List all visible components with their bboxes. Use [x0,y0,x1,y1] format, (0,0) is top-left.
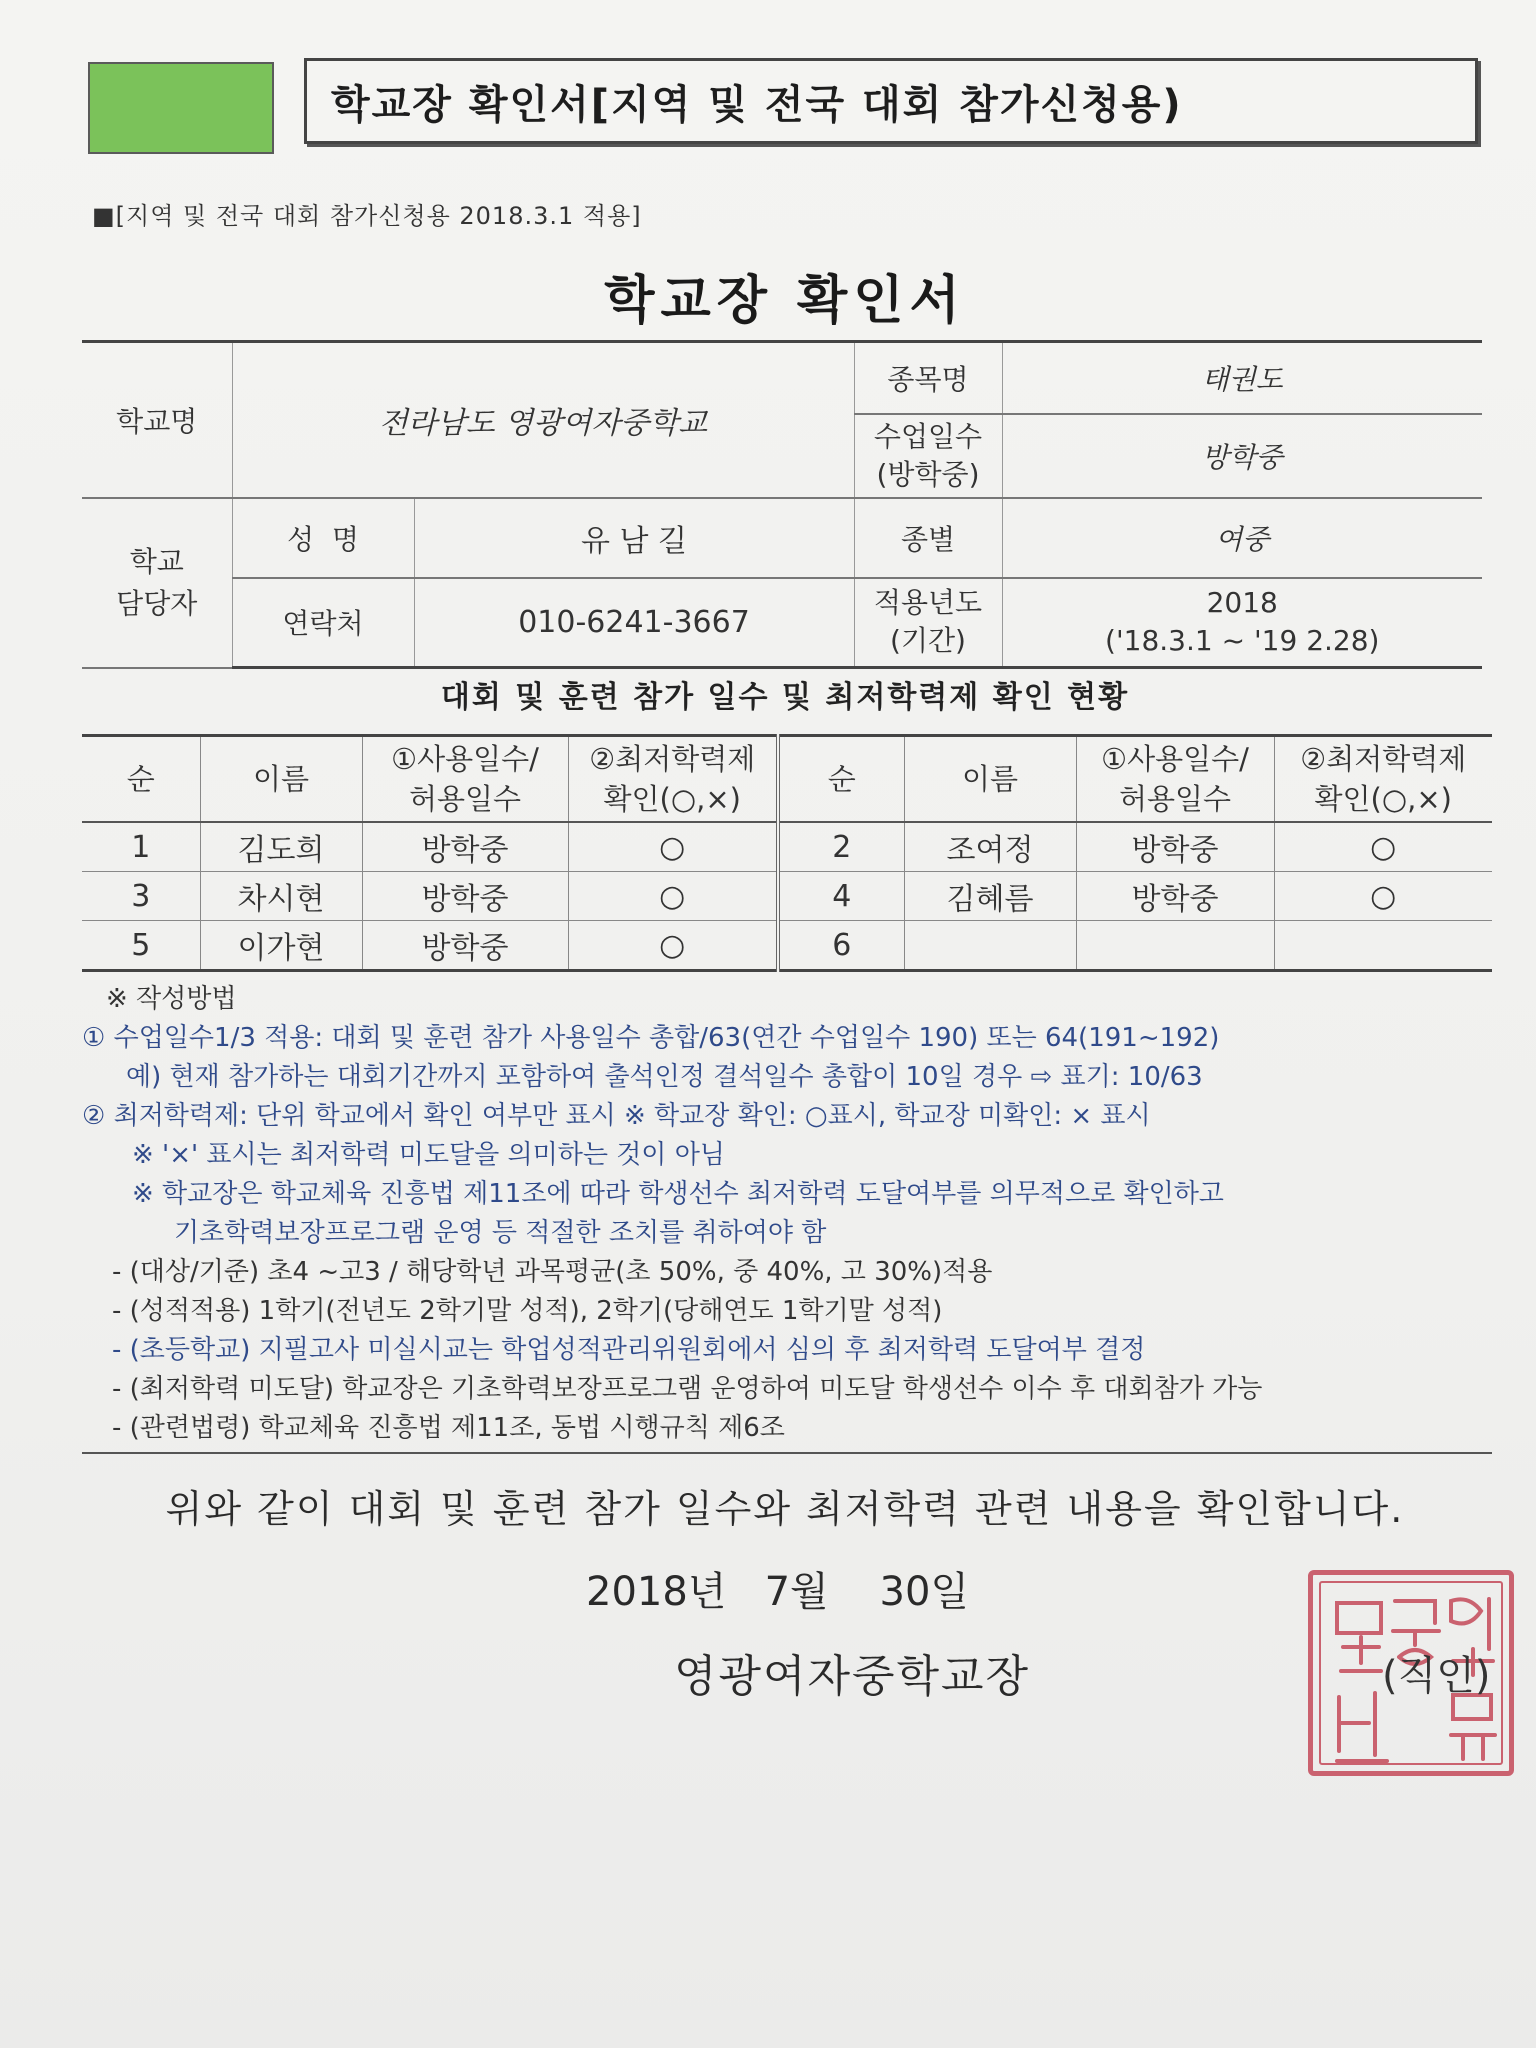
note-2b: ※ '×' 표시는 최저학력 미도달을 의미하는 것이 아님 [132,1140,725,1170]
days-label-line1: 수업일수 [873,419,983,453]
row-days: 방학중 [1076,822,1274,872]
sport-label: 종목명 [854,342,1002,414]
banner-green-block [88,62,274,154]
row-days: 방학중 [362,872,568,921]
note-dash-2: - (성적적용) 1학기(전년도 2학기말 성적), 2학기(당해연도 1학기말 성적) [112,1296,943,1326]
note-2d: 기초학력보장프로그램 운영 등 적절한 조치를 취하여야 함 [174,1218,827,1248]
row-no: 5 [82,921,200,971]
info-row-name [82,498,1482,578]
note-dash-3: - (초등학교) 지필고사 미실시교는 학업성적관리위원회에서 심의 후 최저학력 도달여부 결정 [112,1335,1146,1365]
confirmation-statement: 위와 같이 대회 및 훈련 참가 일수와 최저학력 관련 내용을 확인합니다. [165,1487,1405,1531]
header-no-left: 순 [82,736,200,823]
header-days-right-line2: 허용일수 [1118,782,1232,816]
row-no: 6 [778,921,904,971]
header-days-right [1076,736,1274,823]
row-name: 차시현 [200,872,362,921]
header-min-left-line1: ②최저학력제 [589,742,756,776]
days-label-line2: (방학중) [876,457,980,491]
row-no: 4 [778,872,904,921]
seal-label: (직인) [1382,1653,1491,1699]
table-row [82,822,1492,872]
document-title: 학교장 확인서 [604,271,966,331]
row-check: ○ [1274,872,1492,921]
note-1a: ① 수업일수1/3 적용: 대회 및 훈련 참가 사용일수 총합/63(연간 수업일수 190) 또는 64(191~192) [82,1023,1220,1053]
note-2c: ※ 학교장은 학교체육 진흥법 제11조에 따라 학생선수 최저학력 도달여부를 의무적으로 확인하고 [132,1179,1224,1209]
note-2a: ② 최저학력제: 단위 학교에서 확인 여부만 표시 ※ 학교장 확인: ○표시, 학교장 미확인: × 표시 [82,1101,1151,1131]
note-1b: 예) 현재 참가하는 대회기간까지 포함하여 출석인정 결석일수 총합이 10일 경우 ⇨ 표기: 10/63 [126,1062,1203,1092]
year-label-line1: 적용년도 [873,586,983,620]
days-label [854,414,1002,498]
row-days: 방학중 [362,921,568,971]
notes-title: ※ 작성방법 [106,984,237,1014]
header-min-left-line2: 확인(○,×) [603,782,741,816]
year-value [1002,578,1482,668]
header-days-left-line2: 허용일수 [408,782,522,816]
school-label: 학교명 [82,342,232,498]
notes-divider [82,1452,1492,1454]
participation-section-title: 대회 및 훈련 참가 일수 및 최저학력제 확인 현황 [440,680,1130,715]
row-check: ○ [568,921,778,971]
row-check: ○ [568,872,778,921]
row-check: ○ [1274,822,1492,872]
row-no: 3 [82,872,200,921]
header-min-right-line2: 확인(○,×) [1314,782,1452,816]
header-name-left: 이름 [200,736,362,823]
subheader: ■[지역 및 전국 대회 참가신청용 2018.3.1 적용] [92,202,642,230]
row-check [1274,921,1492,971]
contact-label-line1: 학교 [129,544,184,578]
participation-table [82,734,1492,972]
type-value: 여중 [1002,498,1482,578]
signature-date: 2018년 7월 30일 [586,1569,970,1615]
row-no: 1 [82,822,200,872]
row-name: 김혜름 [904,872,1076,921]
row-name: 이가현 [200,921,362,971]
header-min-right-line1: ②최저학력제 [1300,742,1467,776]
header-name-right: 이름 [904,736,1076,823]
type-label: 종별 [854,498,1002,578]
year-value-line2: ('18.3.1 ~ '19 2.28) [1105,624,1380,658]
row-days: 방학중 [1076,872,1274,921]
row-check: ○ [568,822,778,872]
header-min-left [568,736,778,823]
contact-label [82,498,232,668]
row-name: 조여정 [904,822,1076,872]
row-days: 방학중 [362,822,568,872]
row-name: 김도희 [200,822,362,872]
note-dash-1: - (대상/기준) 초4 ~고3 / 해당학년 과목평균(초 50%, 중 40%, 고 30%)적용 [112,1257,993,1287]
principal-title: 영광여자중학교장 [674,1651,1031,1702]
phone-value: 010-6241-3667 [414,578,854,668]
year-label [854,578,1002,668]
row-name [904,921,1076,971]
header-no-right: 순 [778,736,904,823]
header-days-left-line1: ①사용일수/ [391,742,539,776]
phone-label: 연락처 [232,578,414,668]
info-row-sport [82,342,1482,414]
note-dash-5: - (관련법령) 학교체육 진흥법 제11조, 동법 시행규칙 제6조 [112,1413,785,1443]
participation-header-row [82,736,1492,823]
header-days-right-line1: ①사용일수/ [1101,742,1249,776]
banner-title: 학교장 확인서[지역 및 전국 대회 참가신청용) [304,58,1478,144]
year-value-line1: 2018 [1206,586,1278,620]
row-days [1076,921,1274,971]
header-days-left [362,736,568,823]
contact-label-line2: 담당자 [116,586,198,620]
notes-section [82,980,1502,1448]
name-value: 유 남 길 [414,498,854,578]
name-label: 성 명 [232,498,414,578]
sport-value: 태권도 [1002,342,1482,414]
header-min-right [1274,736,1492,823]
info-table [82,340,1482,669]
year-label-line2: (기간) [890,624,966,658]
table-row [82,921,1492,971]
row-no: 2 [778,822,904,872]
note-dash-4: - (최저학력 미도달) 학교장은 기초학력보장프로그램 운영하여 미도달 학생선수 이수 후 대회참가 가능 [112,1374,1263,1404]
info-row-phone [82,578,1482,668]
table-row [82,872,1492,921]
school-value: 전라남도 영광여자중학교 [232,342,854,498]
days-value: 방학중 [1002,414,1482,498]
